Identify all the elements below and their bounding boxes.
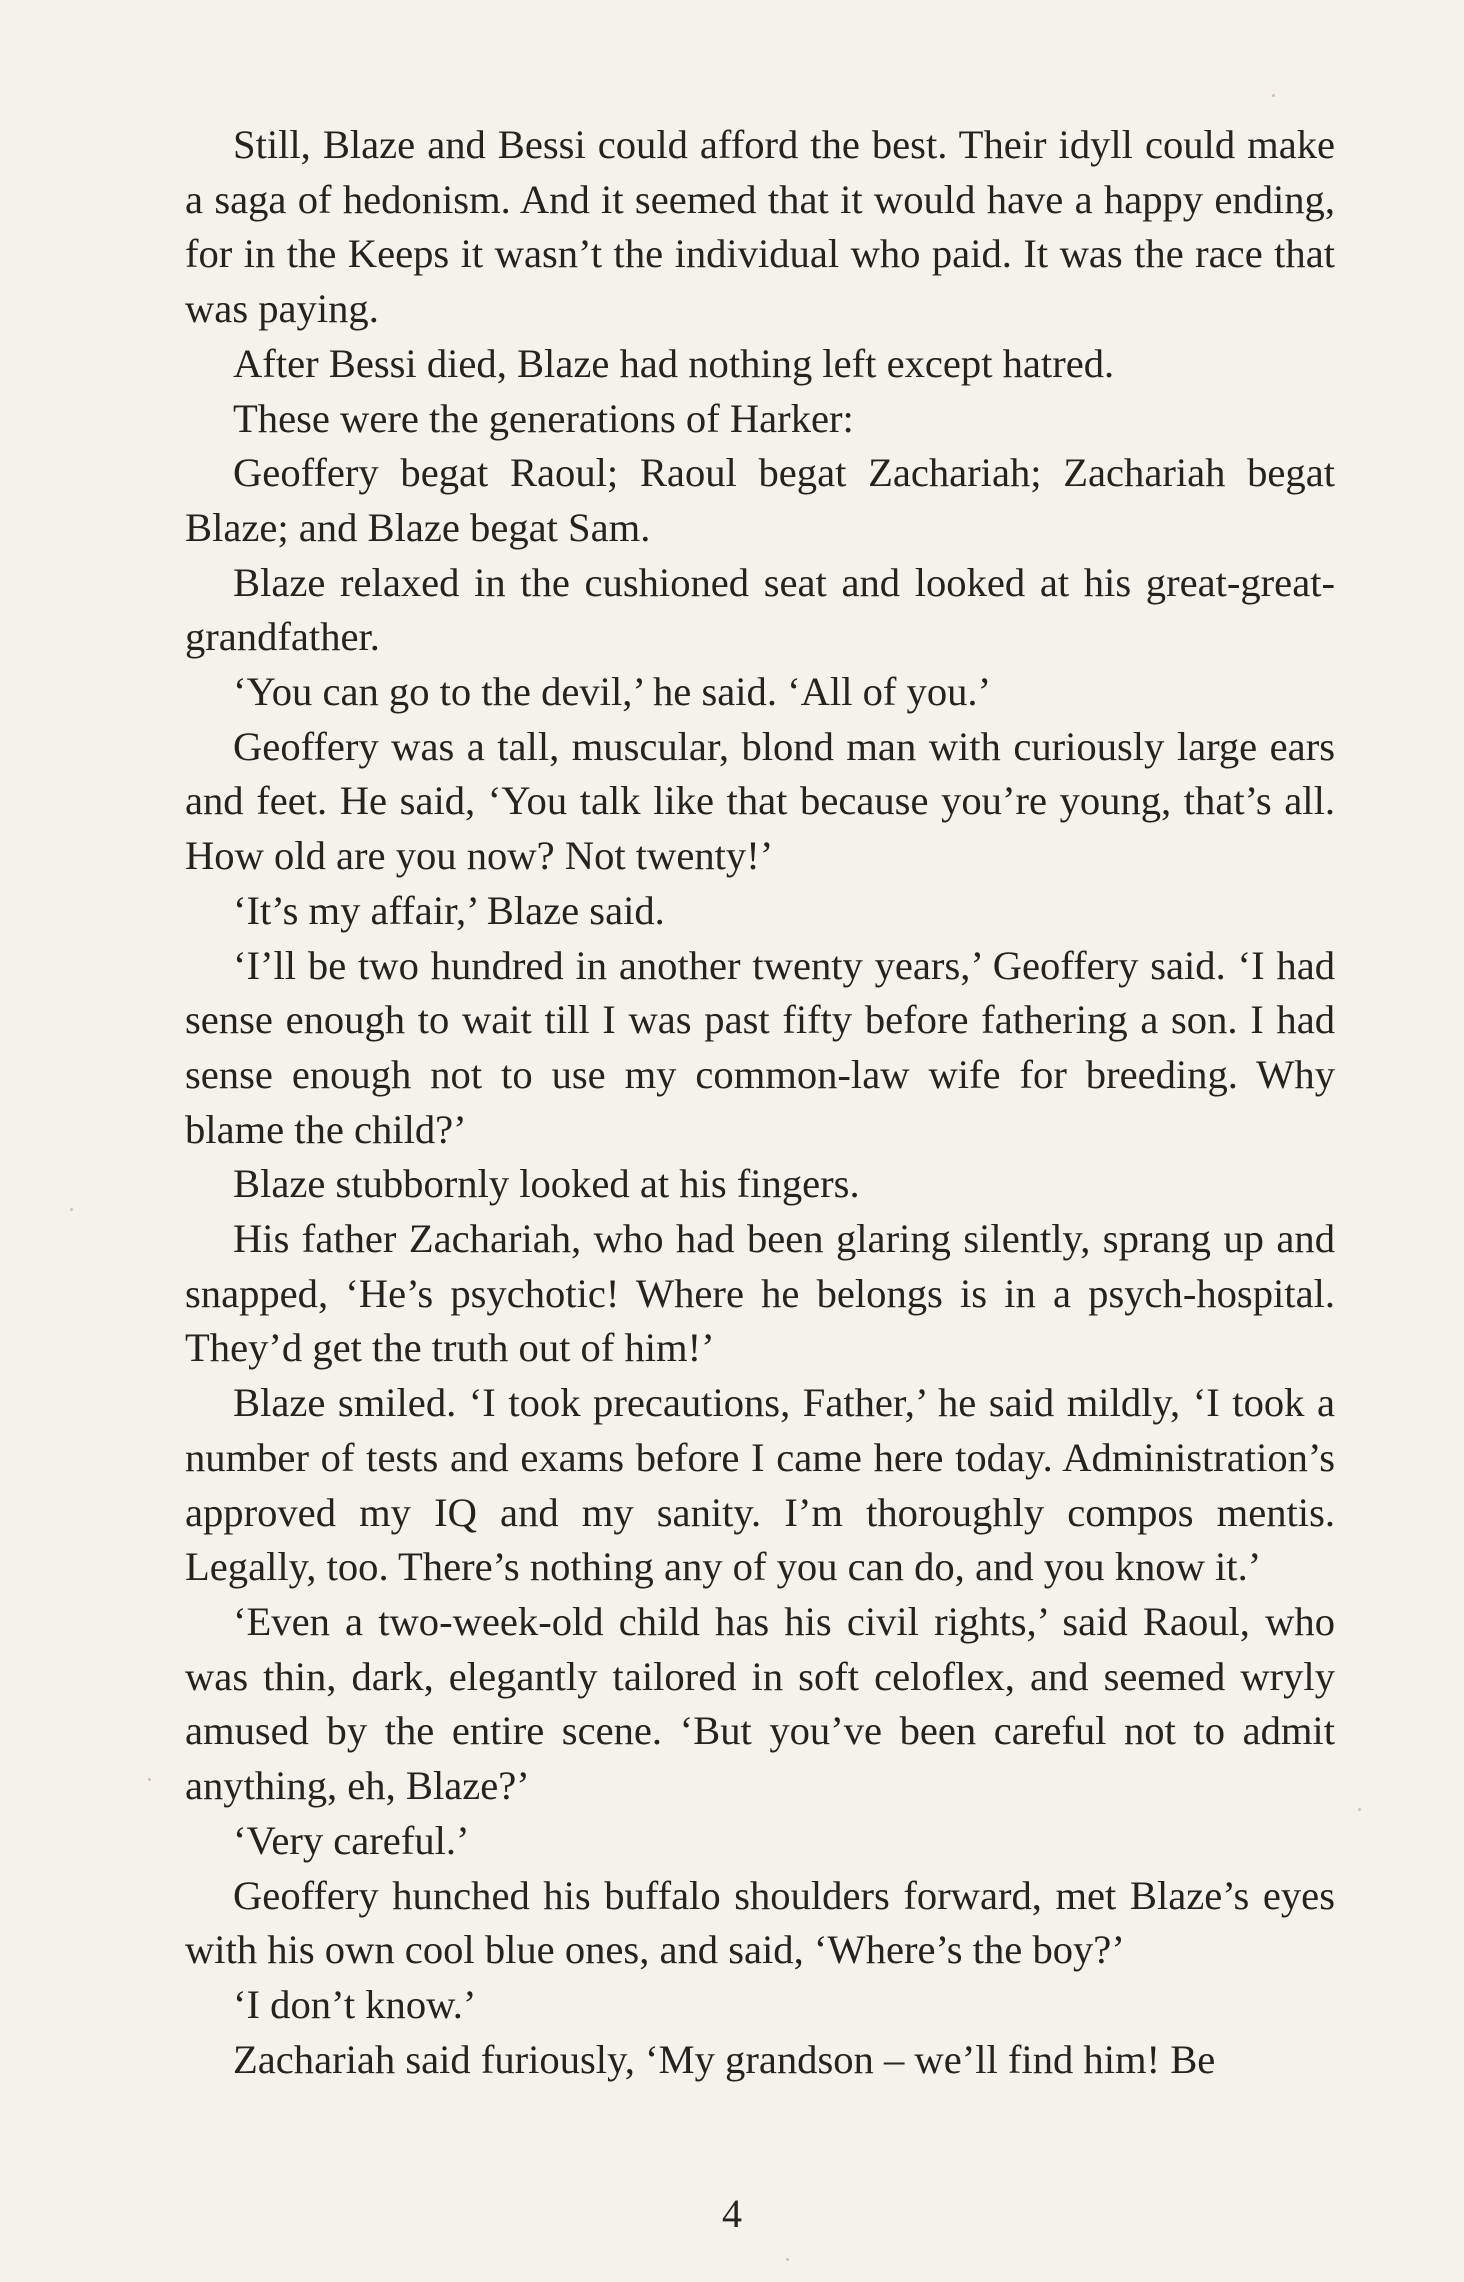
paragraph: Blaze smiled. ‘I took precautions, Father,’ he said mildly, ‘I took a number of tests and exams before I came here today. Administration’s approved my IQ and my sanity. I’m thoroughly compos mentis. Legally, too. There’s nothing any of you can do, and you know it.’ xyxy=(185,1380,1335,1590)
paragraph: Still, Blaze and Bessi could afford the best. Their idyll could make a saga of hedonism. And it seemed that it would have a happy ending, for in the Keeps it wasn’t the individual who paid. It was the race that was paying. xyxy=(185,122,1335,332)
page-number: 4 xyxy=(722,2191,742,2236)
paragraph: ‘I’ll be two hundred in another twenty years,’ Geoffery said. ‘I had sense enough to wait till I was past fifty before fathering a son. I had sense enough not to use my common-law wife for breeding. Why blame the child?’ xyxy=(185,942,1335,1152)
paper-speck xyxy=(148,1778,151,1781)
paragraph: Zachariah said furiously, ‘My grandson – we’ll find him! Be xyxy=(233,2036,1216,2082)
paragraph: His father Zachariah, who had been glaring silently, sprang up and snapped, ‘He’s psychotic! Where he belongs is in a psych-hospital. They’d get the truth out of him!’ xyxy=(185,1216,1335,1371)
paragraph: Blaze relaxed in the cushioned seat and looked at his great-great-grandfather. xyxy=(185,559,1335,660)
body-text xyxy=(185,118,1335,2087)
paragraph: Geoffery was a tall, muscular, blond man with curiously large ears and feet. He said, ‘You talk like that because you’re young, that’s all. How old are you now? Not twenty!’ xyxy=(185,723,1335,879)
paper-speck xyxy=(1272,94,1275,97)
paragraph: Geoffery hunched his buffalo shoulders forward, met Blaze’s eyes with his own cool blue ones, and said, ‘Where’s the boy?’ xyxy=(185,1872,1335,1973)
paragraph: Geoffery begat Raoul; Raoul begat Zachariah; Zachariah begat Blaze; and Blaze begat Sam. xyxy=(185,450,1335,550)
paragraph: After Bessi died, Blaze had nothing left except hatred. xyxy=(233,340,1115,386)
paragraph: These were the generations of Harker: xyxy=(233,395,854,441)
paper-speck xyxy=(70,1208,73,1211)
paragraph: ‘Even a two-week-old child has his civil rights,’ said Raoul, who was thin, dark, elegantly tailored in soft celoflex, and seemed wryly amused by the entire scene. ‘But you’ve been careful not to admit anything, eh, Blaze?’ xyxy=(185,1598,1335,1809)
paragraph: ‘You can go to the devil,’ he said. ‘All of you.’ xyxy=(233,669,992,715)
paragraph: ‘I don’t know.’ xyxy=(233,1981,477,2027)
paragraph: ‘Very careful.’ xyxy=(233,1817,470,1863)
paper-speck xyxy=(1358,1808,1361,1811)
paper-speck xyxy=(786,2258,789,2261)
paragraph: ‘It’s my affair,’ Blaze said. xyxy=(233,887,665,933)
paragraph: Blaze stubbornly looked at his fingers. xyxy=(233,1161,860,1207)
